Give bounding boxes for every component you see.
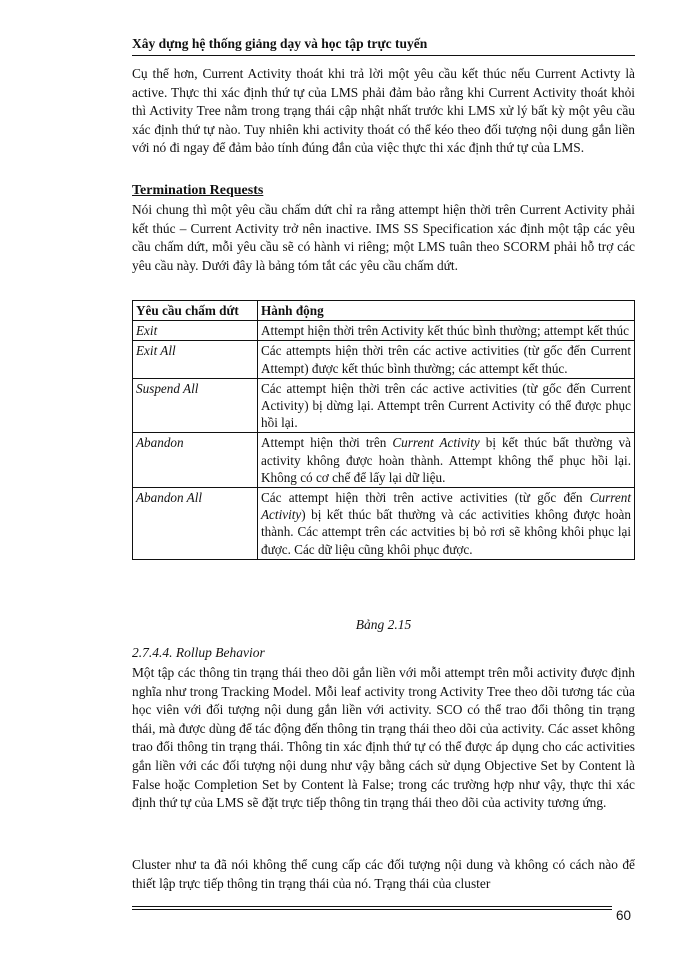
table-header-action: Hành động xyxy=(258,301,635,321)
footer-divider xyxy=(132,906,612,907)
rollup-heading: 2.7.4.4. Rollup Behavior xyxy=(132,645,265,660)
termination-requests-table xyxy=(132,300,635,560)
request-name: Exit All xyxy=(133,341,258,378)
footer-divider xyxy=(132,909,612,910)
action-text: ) bị kết thúc bất thường và các activities không được hoàn thành. Các attempt trên các actvities bị bỏ rơi sẽ không khôi phục lại được. Các dữ liệu cũng khôi phục được. xyxy=(261,507,631,557)
table-row xyxy=(133,378,635,433)
table-row xyxy=(133,433,635,488)
action-text: Attempt hiện thời trên xyxy=(261,435,393,451)
action-emphasis: Current Activity xyxy=(392,435,480,451)
table-row xyxy=(133,321,635,341)
request-name: Abandon xyxy=(133,433,258,488)
table-header-request: Yêu cầu chấm dứt xyxy=(133,301,258,321)
action-text: Các attempt hiện thời trên active activities (từ gốc đến xyxy=(261,490,590,506)
request-action: Các attempt hiện thời trên các active activities (từ gốc đến Current Activity) bị dừng lại. Attempt trên Current Activity có thể được phục hồi lại. xyxy=(258,378,635,433)
action-text: bị kết thúc bất thường và activity không được hoàn thành. Attempt không thể phục hồi lại. Không có cơ chế để lấy lại dữ liệu. xyxy=(261,435,632,485)
section-title-termination: Termination Requests xyxy=(132,183,264,198)
rollup-paragraph-2: Cluster như ta đã nói không thể cung cấp các đối tượng nội dung và không có cách nào để thiết lập trực tiếp thông tin trạng thái của nó. Trạng thái của cluster xyxy=(132,857,635,891)
request-name: Abandon All xyxy=(133,488,258,560)
intro-paragraph: Cụ thể hơn, Current Activity thoát khi trả lời một yêu cầu kết thúc nếu Current Activty là active. Thực thi xác định thứ tự của LMS phải đảm bảo rằng khi Current Activity thoát khỏi thì Activity Tree nằm trong trạng thái cập nhật nhất trước khi LMS xử lý bất kỳ một yêu cầu xác định thứ tự nào. Tuy nhiên khi activity thoát có thể kéo theo đối tượng nội dung gắn liền với nó đi ngay để đảm bảo tính đúng đắn của việc thực thi xác định thứ tự của LMS. xyxy=(132,66,635,156)
table-caption: Bảng 2.15 xyxy=(355,617,412,632)
termination-paragraph: Nói chung thì một yêu cầu chấm dứt chỉ ra rằng attempt hiện thời trên Current Activity phải kết thúc – Current Activity trở nên inactive. IMS SS Specification xác định một tập các yêu cầu chấm dứt, mỗi yêu cầu sẽ có hành vi riêng; một LMS tuân theo SCORM phải hỗ trợ các yêu cầu này. Dưới đây là bảng tóm tắt các yêu cầu chấm dứt. xyxy=(132,202,635,273)
table-header-row xyxy=(133,301,635,321)
request-name: Exit xyxy=(133,321,258,341)
request-action xyxy=(258,433,635,488)
running-header: Xây dựng hệ thống giảng dạy và học tập trực tuyến xyxy=(132,36,428,51)
table-row xyxy=(133,488,635,560)
request-name: Suspend All xyxy=(133,378,258,433)
table-row xyxy=(133,341,635,378)
rollup-paragraph-1: Một tập các thông tin trạng thái theo dõi gắn liền với mỗi attempt trên mỗi activity được định nghĩa như trong Tracking Model. Mỗi leaf activity trong Activity Tree theo dõi tương tác của học viên với đối tượng nội dung gắn liền với activity. SCO có thể trao đổi thông tin trạng thái, mà được dùng để tác động đến thông tin trạng thái theo dõi của activity. Các asset không trao đổi thông tin trạng thái. Thông tin xác định thứ tự có thể được áp dụng cho các activities gắn liền với các đối tượng nội dung như vậy bằng cách sử dụng Objective Set by Content là False hoặc Completion Set by Content là False; trong các trường hợp như vậy, thực thi xác định thứ tự của LMS sẽ đặt trực tiếp thông tin trạng thái theo dõi của activity tương ứng. xyxy=(132,665,635,811)
action-emphasis: Current Activity xyxy=(261,490,631,523)
request-action: Attempt hiện thời trên Activity kết thúc bình thường; attempt kết thúc xyxy=(258,321,635,341)
request-action xyxy=(258,488,635,560)
page-number: 60 xyxy=(616,908,632,923)
request-action: Các attempts hiện thời trên các active activities (từ gốc đến Current Attempt) được kết thúc bình thường; các attempt kết thúc. xyxy=(258,341,635,378)
header-divider xyxy=(132,55,635,56)
